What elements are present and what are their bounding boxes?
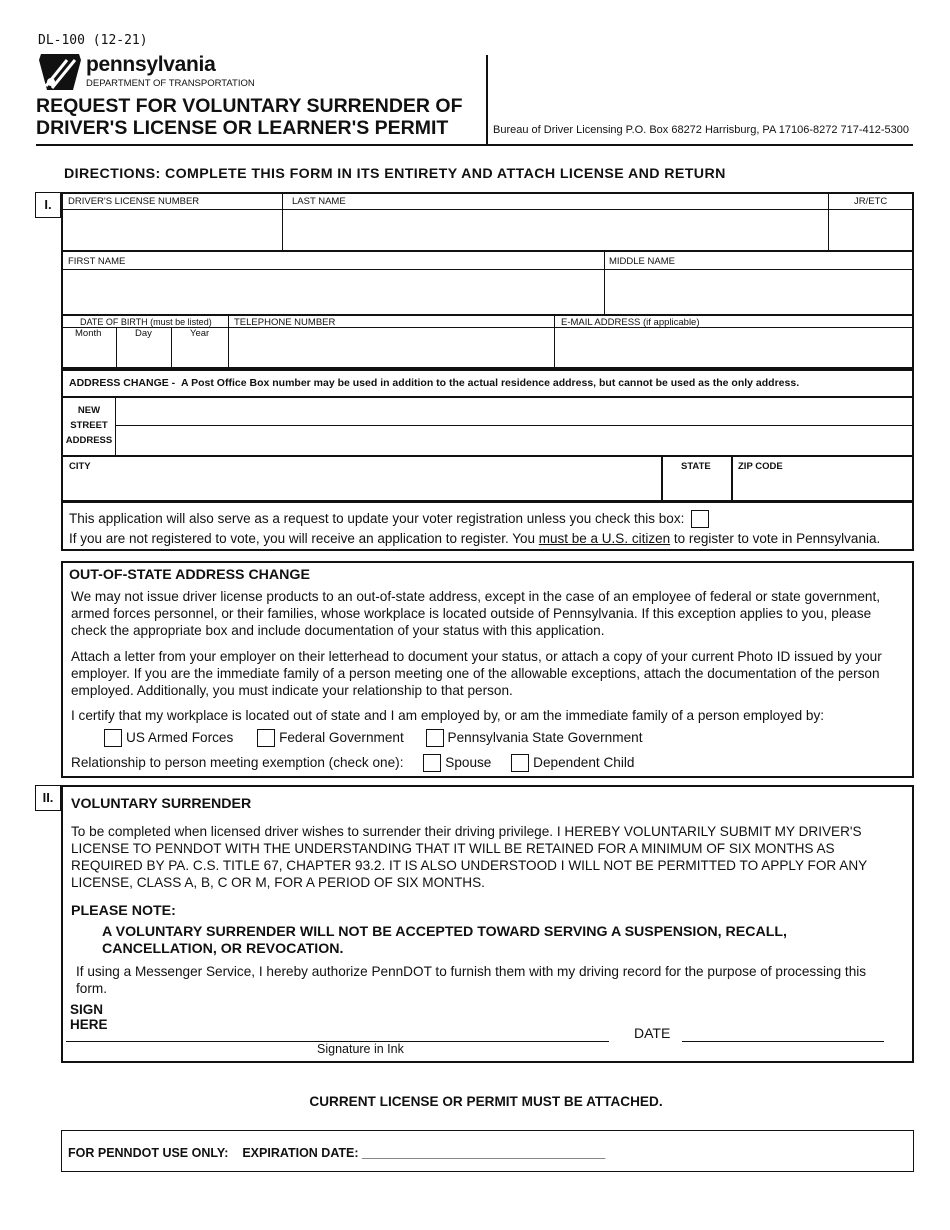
penndot-use-text: FOR PENNDOT USE ONLY: EXPIRATION DATE: ___________________________________ [68,1146,606,1160]
section-1-label: I. [44,197,52,212]
date-line[interactable] [682,1015,884,1042]
city-label: CITY [69,461,91,472]
signature-line[interactable] [66,1007,609,1042]
voter-line-1: This application will also serve as a request to update your voter registration unless you check this box: [69,510,713,528]
street-address-line-1[interactable] [116,398,912,425]
telephone-field[interactable] [229,328,554,367]
pa-government-checkbox[interactable] [426,729,444,747]
note-bold-text: A VOLUNTARY SURRENDER WILL NOT BE ACCEPTED TOWARD SERVING A SUSPENSION, RECALL, CANCELLATION, OR REVOCATION. [102,924,787,957]
dob-month-field[interactable] [63,340,116,367]
jr-etc-field[interactable] [829,210,912,250]
messenger-text: If using a Messenger Service, I hereby authorize PennDOT to furnish them with my driving record for the purpose of processing this form. [76,964,867,996]
spouse-checkbox[interactable] [423,754,441,772]
jr-etc-label: JR/ETC [854,196,888,207]
bureau-address: Bureau of Driver Licensing P.O. Box 68272 Harrisburg, PA 17106-8272 717-412-5300 [493,124,910,136]
certify-text: I certify that my workplace is located out of state and I am employed by, or am the immediate family of a person employed by: [71,708,825,723]
please-note: PLEASE NOTE: [71,903,176,919]
zip-label: ZIP CODE [738,461,783,472]
dl-number-label: DRIVER'S LICENSE NUMBER [68,196,200,207]
city-field[interactable] [63,473,661,500]
dob-year-field[interactable] [172,340,228,367]
header-rule [36,144,913,146]
out-of-state-para-2: Attach a letter from your employer on their letterhead to document your status, or attach a copy of your current Photo ID issued by your employer. If you are the immediate family of a person meeting one of the allowable exceptions, attach the documentation of the person employed. Additionally, you must indicate your relationship to that person. [71,649,882,698]
expiration-date-field[interactable]: EXPIRATION DATE: ___________________________________ [242,1146,606,1160]
penndot-use-block [61,1130,914,1172]
dependent-child-checkbox[interactable] [511,754,529,772]
new-street-address-label: NEW STREET ADDRESS [65,405,113,446]
dl-number-field[interactable] [63,210,282,250]
keystone-logo-icon [37,52,83,92]
out-of-state-title: OUT-OF-STATE ADDRESS CHANGE [69,567,310,583]
armed-forces-checkbox[interactable] [104,729,122,747]
header-divider [486,55,488,145]
voter-opt-out-checkbox[interactable] [691,510,709,528]
zip-field[interactable] [733,473,912,500]
form-title-line1: REQUEST FOR VOLUNTARY SURRENDER OF [36,95,463,117]
dob-day-field[interactable] [117,340,171,367]
attach-notice: CURRENT LICENSE OR PERMIT MUST BE ATTACHED. [309,1094,663,1109]
state-field[interactable] [663,473,731,500]
dob-label: DATE OF BIRTH (must be listed) [80,317,212,327]
voter-line-2: If you are not registered to vote, you will receive an application to register. You must be a U.S. citizen to register to vote in Pennsylvania. [69,531,881,546]
first-name-field[interactable] [63,270,604,314]
form-code: DL-100 (12-21) [38,33,148,48]
sign-here-label: SIGN HERE [70,1002,108,1032]
email-field[interactable] [555,328,912,367]
last-name-label: LAST NAME [292,196,346,207]
section-2-marker [35,785,61,811]
address-change-note: ADDRESS CHANGE - A Post Office Box number may be used in addition to the actual residence address, but cannot be used as the only address. [69,377,800,389]
form-title-line2: DRIVER'S LICENSE OR LEARNER'S PERMIT [36,117,449,139]
voluntary-surrender-title: VOLUNTARY SURRENDER [71,796,252,812]
state-label: STATE [681,461,711,472]
department-name: DEPARTMENT OF TRANSPORTATION [86,78,255,89]
dob-year-label: Year [190,328,210,339]
voluntary-surrender-block [61,785,914,1063]
last-name-field[interactable] [283,210,828,250]
first-name-label: FIRST NAME [68,256,126,267]
out-of-state-block [61,561,914,778]
state-name: pennsylvania [86,53,216,76]
signature-caption: Signature in Ink [317,1042,404,1056]
email-label: E-MAIL ADDRESS (if applicable) [561,317,700,328]
relationship-row: Relationship to person meeting exemption (check one): Spouse Dependent Child [71,754,634,772]
voter-registration-block [61,501,914,551]
telephone-label: TELEPHONE NUMBER [234,317,336,328]
personal-info-block [61,192,914,369]
street-address-line-2[interactable] [116,426,912,455]
dob-day-label: Day [135,328,152,339]
voluntary-surrender-text: To be completed when licensed driver wishes to surrender their driving privilege. I HEREBY VOLUNTARILY SUBMIT MY DRIVER'S LICENSE TO PENNDOT WITH THE UNDERSTANDING THAT IT WILL BE RETAINED FOR A MINIMUM OF SIX MONTHS AS REQUIRED BY PA. C.S. TITLE 67, CHAPTER 93.2. IT IS ALSO UNDERSTOOD I WILL NOT BE PERMITTED TO APPLY FOR ANY LICENSE, CLASS A, B, C OR M, FOR A PERIOD OF SIX MONTHS. [71,824,867,890]
middle-name-field[interactable] [605,270,912,314]
middle-name-label: MIDDLE NAME [609,256,675,267]
employer-options: US Armed Forces Federal Government Pennsylvania State Government [104,729,642,747]
date-label: DATE [634,1025,671,1041]
address-change-block [61,369,914,502]
dob-month-label: Month [75,328,102,339]
section-1-marker [35,192,61,218]
out-of-state-para-1: We may not issue driver license products to an out-of-state address, except in the case of an employee of federal or state government, armed forces personnel, or their families, whose workplace is located outside of Pennsylvania. If this exception applies to you, please check the appropriate box and include documentation of your status with this application. [71,589,881,638]
federal-government-checkbox[interactable] [257,729,275,747]
directions: DIRECTIONS: COMPLETE THIS FORM IN ITS ENTIRETY AND ATTACH LICENSE AND RETURN [64,166,726,182]
penndot-logo [37,52,83,92]
section-2-label: II. [42,790,54,805]
